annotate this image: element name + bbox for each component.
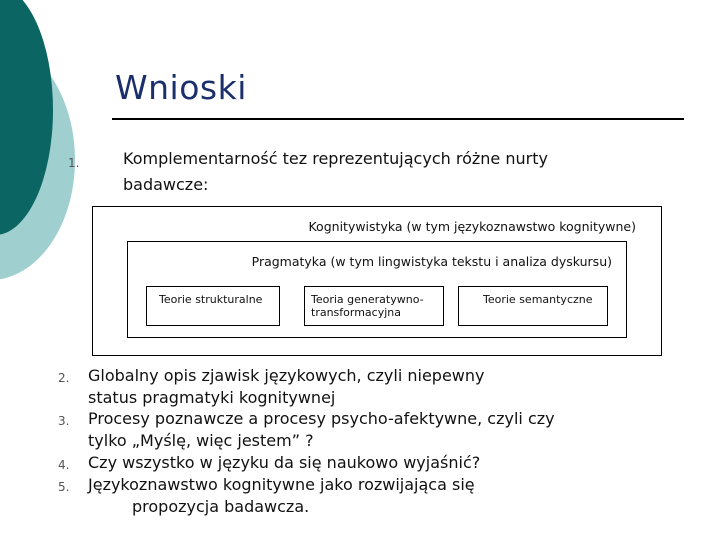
inner-box-semantic — [458, 286, 608, 326]
list-item-text: Globalny opis zjawisk językowych, czyli niepewny — [88, 366, 485, 385]
list-item-text: tylko „Myślę, więc jestem” ? — [88, 431, 314, 450]
title-underline — [112, 118, 684, 120]
list-number: 4. — [58, 458, 70, 472]
list-number: 5. — [58, 480, 70, 494]
outer-box-label: Kognitywistyka (w tym językoznawstwo kognitywne) — [308, 219, 636, 234]
list-item-text: Komplementarność tez reprezentujących różne nurty — [123, 149, 548, 168]
list-number: 3. — [58, 414, 70, 428]
list-item-text: badawcze: — [123, 175, 209, 194]
inner-box-label: Teorie strukturalne — [159, 293, 263, 306]
list-item-text: Czy wszystko w języku da się naukowo wyjaśnić? — [88, 453, 481, 472]
inner-box-label: Teorie semantyczne — [483, 293, 593, 306]
outer-box — [92, 206, 662, 356]
list-item-text: Językoznawstwo kognitywne jako rozwijająca się — [88, 475, 475, 494]
list-item-text: Procesy poznawcze a procesy psycho-afektywne, czyli czy — [88, 409, 555, 428]
inner-box-label: Teoria generatywno- — [311, 293, 424, 306]
inner-box-structural — [146, 286, 280, 326]
list-number: 1. — [68, 156, 80, 170]
middle-box — [127, 241, 627, 338]
inner-box-generative — [304, 286, 444, 326]
list-item-text: propozycja badawcza. — [132, 497, 310, 516]
slide-title: Wnioski — [115, 68, 247, 107]
list-item-text: status pragmatyki kognitywnej — [88, 388, 336, 407]
list-number: 2. — [58, 371, 70, 385]
middle-box-label: Pragmatyka (w tym lingwistyka tekstu i analiza dyskursu) — [251, 254, 612, 269]
inner-box-label: transformacyjna — [311, 306, 401, 319]
